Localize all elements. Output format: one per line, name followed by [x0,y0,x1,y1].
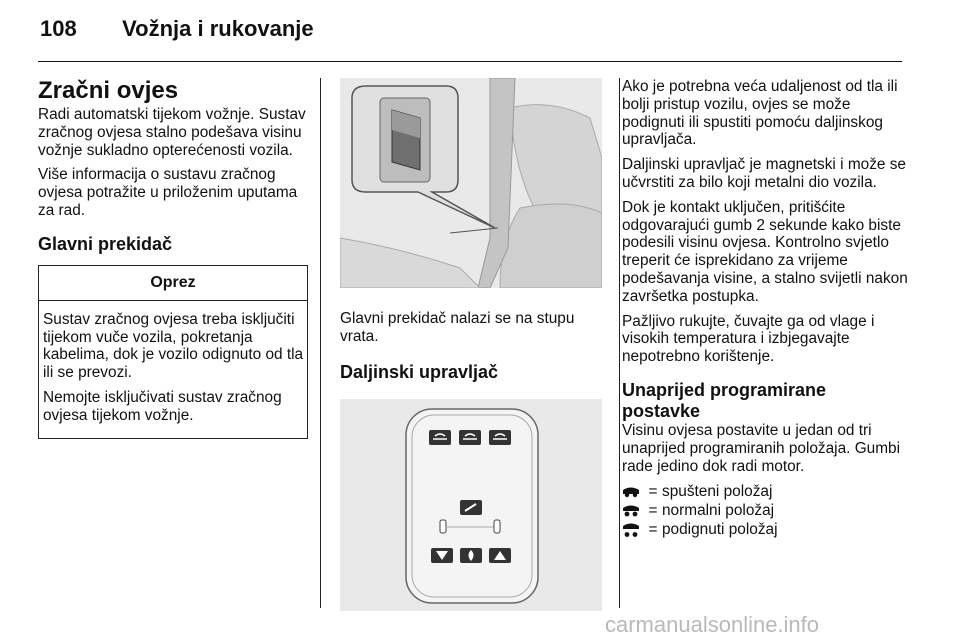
header-divider [38,61,902,62]
section-title-air-suspension: Zračni ovjes [38,77,179,104]
watermark: carmanualsonline.info [605,612,820,637]
chapter-title: Vožnja i rukovanje [122,16,314,41]
legend-row-normal [622,502,908,520]
subsection-title-presets: Unaprijed programirane postavke [622,379,827,421]
right-column [622,78,908,540]
subsection-title-remote: Daljinski upravljač [340,361,499,382]
caution-paragraph: Sustav zračnog ovjesa treba isključiti tijekom vuče vozila, pokretanja kabelima, dok je vozilo odignuto od tla ili se prevozi. [43,310,304,382]
legend-row-lowered [622,483,908,501]
caution-paragraph: Nemojte isključivati sustav zračnog ovjesa tijekom vožnje. [43,388,282,424]
left-column [38,78,308,439]
figure-caption: Glavni prekidač nalazi se na stupu vrata. [340,310,575,345]
caution-box [38,265,308,439]
remote-control-illustration [340,399,602,611]
page-header [40,16,314,42]
legend-row-raised [622,521,908,539]
equals-sign: = [648,502,658,520]
main-switch-figure [340,78,602,288]
paragraph: Dok je kontakt uključen, pritišćite odgovarajući gumb 2 sekunde kako biste podesili visinu ovjesa. Kontrolno svjetlo treperit će isprekidano za vrijeme podešavanja visine, a stalno svijetli nakon završetka postupka. [622,198,908,305]
paragraph: Više informacija o sustavu zračnog ovjesa potražite u priloženim uputama za rad. [38,166,298,219]
legend-label: podignuti položaj [662,521,778,539]
main-switch-illustration [340,78,602,288]
legend-label: spušteni položaj [662,483,773,501]
caution-body [39,301,307,438]
column-divider-left [320,78,321,608]
remote-control-figure [340,399,602,611]
preset-buttons [429,430,511,445]
page-number: 108 [40,16,77,41]
equals-sign: = [648,483,658,501]
normal-car-icon [622,504,644,518]
column-divider-right [619,78,620,608]
paragraph: Pažljivo rukujte, čuvajte ga od vlage i visokih temperatura i izbjegavajte nepotrebno korištenje. [622,312,875,366]
caution-title: Oprez [39,266,307,301]
middle-column [340,78,602,611]
subsection-title-main-switch: Glavni prekidač [38,233,173,254]
paragraph: Daljinski upravljač je magnetski i može se učvrstiti za bilo koji metalni dio vozila. [622,156,906,191]
paragraph: Radi automatski tijekom vožnje. Sustav zračnog ovjesa stalno podešava visinu vožnje sukladno opterećenosti vozila. [38,106,306,159]
paragraph: Visinu ovjesa postavite u jedan od tri unaprijed programiranih položaja. Gumbi rade jedino dok radi motor. [622,421,901,475]
position-legend [622,483,908,539]
equals-sign: = [648,521,658,539]
lowered-car-icon [622,486,644,498]
raised-car-icon [622,523,644,538]
legend-label: normalni položaj [662,502,775,520]
paragraph: Ako je potrebna veća udaljenost od tla ili bolji pristup vozilu, ovjes se može podignuti ili spustiti pomoću daljinskog upravljača. [622,78,898,149]
